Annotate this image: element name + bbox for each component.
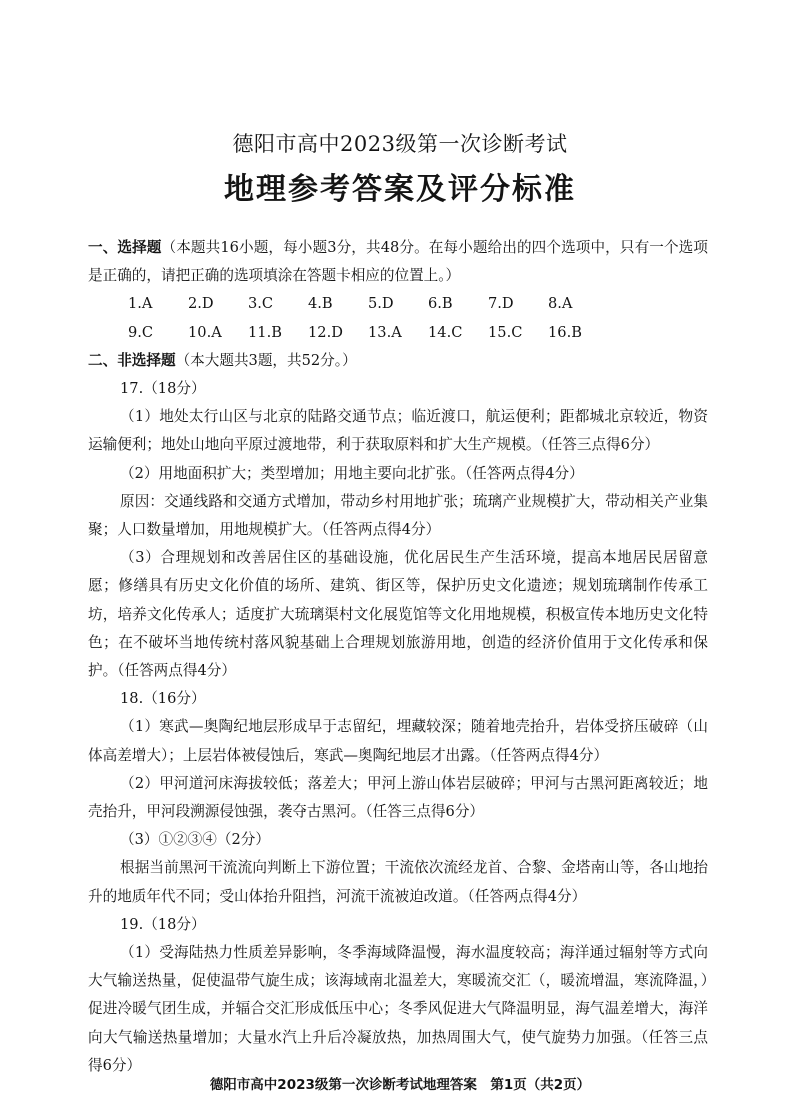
answer-paragraph: （1）地处太行山区与北京的陆路交通节点；临近渡口，航运便利；距都城北京较近，物资运输便利；地处山地向平原过渡地带，利于获取原料和扩大生产规模。（任答三点得6分）: [88, 408, 708, 454]
document-body: [88, 234, 708, 1080]
answer-item: 16.B: [548, 323, 582, 341]
answer-paragraph: 17.（18分）: [120, 380, 206, 398]
page-footer: 德阳市高中2023级第一次诊断考试地理答案 第1页（共2页）: [209, 1077, 591, 1093]
answer-item: 1.A: [128, 295, 153, 313]
answer-item: 10.A: [188, 323, 222, 341]
answer-paragraph: 根据当前黑河干流流向判断上下游位置；干流依次流经龙首、合黎、金塔南山等，各山地抬升的地质年代不同；受山体抬升阻挡，河流干流被迫改道。（任答两点得4分）: [88, 859, 708, 905]
answer-paragraph: （2）甲河道河床海拔较低；落差大；甲河上游山体岩层破碎；甲河与古黑河距离较近；地壳抬升，甲河段溯源侵蚀强，袭夺古黑河。（任答三点得6分）: [88, 774, 708, 821]
answer-paragraph: 19.（18分）: [120, 915, 206, 933]
section1-heading: 一、选择题: [88, 239, 162, 256]
answer-paragraph: （3）①②③④（2分）: [120, 831, 270, 849]
answer-item: 8.A: [548, 295, 573, 313]
answer-paragraph: 18.（16分）: [120, 690, 206, 708]
answer-item: 12.D: [308, 323, 343, 341]
answer-paragraph: （1）受海陆热力性质差异影响，冬季海域降温慢，海水温度较高；海洋通过辐射等方式向大气输送热量，促使温带气旋生成；该海域南北温差大，寒暖流交汇（，暖流增温，寒流降温，）促进冷暖气团生成，并辐合交汇形成低压中心；冬季风促进大气降温明显，海气温差增大，海洋向大气输送热量增加；大量水汽上升后冷凝放热，加热周围大气，使气旋势力加强。（任答三点得6分）: [88, 944, 708, 1074]
document-title: 地理参考答案及评分标准: [224, 172, 576, 207]
section2-note: （本大题共3题，共52分。）: [175, 351, 357, 369]
answer-item: 14.C: [428, 323, 463, 341]
answer-item: 2.D: [188, 295, 214, 313]
section1-intro: [88, 234, 708, 290]
answer-item: 15.C: [488, 323, 523, 341]
answer-item: 13.A: [368, 323, 402, 341]
exam-title: 德阳市高中2023级第一次诊断考试: [232, 132, 568, 156]
section1-note-line1: （本题共16小题，每小题3分，共48分。在每小题给出的四个选项中，只有一个选: [161, 239, 694, 256]
answer-paragraph: （2）用地面积扩大；类型增加；用地主要向北扩张。（任答两点得4分）: [120, 464, 584, 482]
answer-item: 6.B: [428, 295, 453, 313]
section2-intro: [88, 347, 708, 375]
section2-content: [88, 375, 708, 1080]
answer-item: 7.D: [488, 295, 514, 313]
section1-note-line2: 项是正确的，请把正确的选项填涂在答题卡相应的位置上。）: [88, 239, 708, 285]
answer-paragraph: 原因：交通线路和交通方式增加，带动乡村用地扩张；琉璃产业规模扩大，带动相关产业集聚；人口数量增加，用地规模扩大。（任答两点得4分）: [88, 492, 708, 539]
answer-item: 3.C: [248, 295, 274, 313]
answer-item: 4.B: [308, 295, 333, 313]
answer-paragraph: （3）合理规划和改善居住区的基础设施，优化居民生产生活环境，提高本地居民居留意愿；修缮具有历史文化价值的场所、建筑、街区等，保护历史文化遗迹；规划琉璃制作传承工坊，培养文化传承人；适度扩大琉璃渠村文化展览馆等文化用地规模，积极宣传本地历史文化特色；在不破坏当地传统村落风貌基础上合理规划旅游用地，创造的经济价值用于文化传承和保护。（任答两点得4分）: [88, 549, 708, 680]
answer-item: 5.D: [368, 295, 394, 313]
answer-paragraph: （1）寒武—奥陶纪地层形成早于志留纪，埋藏较深；随着地壳抬升，岩体受挤压破碎（山体高差增大）；上层岩体被侵蚀后，寒武—奥陶纪地层才出露。（任答两点得4分）: [88, 718, 708, 764]
answer-item: 11.B: [248, 323, 282, 341]
section2-heading: 二、非选择题: [88, 351, 176, 369]
answer-item: 9.C: [128, 323, 154, 341]
multiple-choice-answers: [128, 290, 708, 346]
